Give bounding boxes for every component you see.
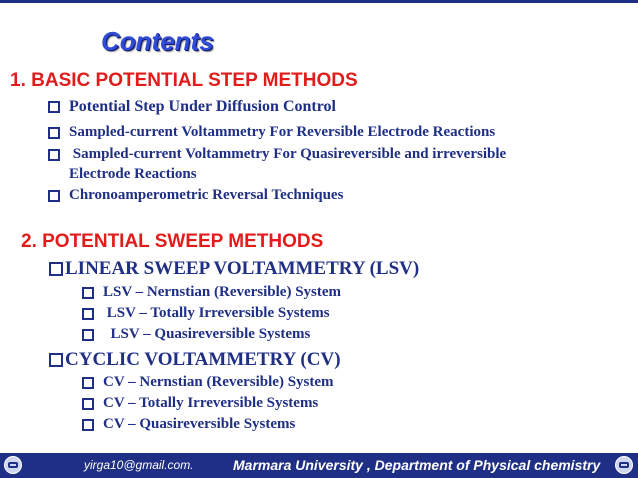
list-item-text: LSV – Quasireversible Systems [103, 326, 311, 342]
checkbox-bullet-icon [48, 149, 60, 161]
list-item-text: CV – Nernstian (Reversible) System [103, 374, 334, 390]
list-item-text: CV – Totally Irreversible Systems [103, 395, 319, 411]
group-heading-text: CYCLIC VOLTAMMETRY (CV) [65, 349, 341, 370]
group-heading-text: LINEAR SWEEP VOLTAMMETRY (LSV) [65, 258, 420, 279]
checkbox-bullet-icon [49, 353, 63, 367]
footer-bar [0, 453, 638, 478]
section-heading-basic-step: 1. BASIC POTENTIAL STEP METHODS [10, 70, 358, 91]
list-item [82, 374, 334, 391]
list-item [82, 326, 310, 343]
checkbox-bullet-icon [82, 308, 94, 320]
checkbox-bullet-icon [82, 287, 94, 299]
checkbox-bullet-icon [48, 190, 60, 202]
checkbox-bullet-icon [82, 419, 94, 431]
slide-title: Contents [101, 26, 214, 56]
checkbox-bullet-icon [48, 127, 60, 139]
list-item [82, 395, 318, 412]
section-heading-sweep: 2. POTENTIAL SWEEP METHODS [21, 231, 324, 252]
home-button-icon[interactable] [615, 456, 633, 474]
home-button-icon[interactable] [4, 456, 22, 474]
list-item-text: Sampled-current Voltammetry For Reversible Electrode Reactions [69, 124, 496, 140]
group-heading-cv [49, 349, 341, 371]
top-rule [0, 0, 638, 3]
list-item-text: Chronoamperometric Reversal Techniques [69, 187, 344, 203]
list-item-continuation: Electrode Reactions [69, 166, 197, 182]
list-item [82, 416, 295, 433]
list-item-text: LSV – Nernstian (Reversible) System [103, 284, 342, 300]
checkbox-bullet-icon [82, 329, 94, 341]
list-item [48, 124, 495, 141]
footer-institution: Marmara University , Department of Physical chemistry [233, 457, 601, 473]
list-item [48, 187, 343, 204]
group-heading-lsv [49, 258, 419, 280]
list-item [82, 284, 341, 301]
list-item-text: Sampled-current Voltammetry For Quasireversible and irreversible [69, 146, 507, 162]
list-item-text: CV – Quasireversible Systems [103, 416, 296, 432]
checkbox-bullet-icon [82, 398, 94, 410]
list-item [48, 146, 506, 163]
list-item-text: Potential Step Under Diffusion Control [69, 98, 336, 115]
list-item-text: LSV – Totally Irreversible Systems [103, 305, 330, 321]
list-item [48, 98, 336, 116]
checkbox-bullet-icon [48, 101, 60, 113]
checkbox-bullet-icon [49, 262, 63, 276]
footer-email: yirga10@gmail.com. [84, 458, 194, 472]
list-item [82, 305, 330, 322]
checkbox-bullet-icon [82, 377, 94, 389]
